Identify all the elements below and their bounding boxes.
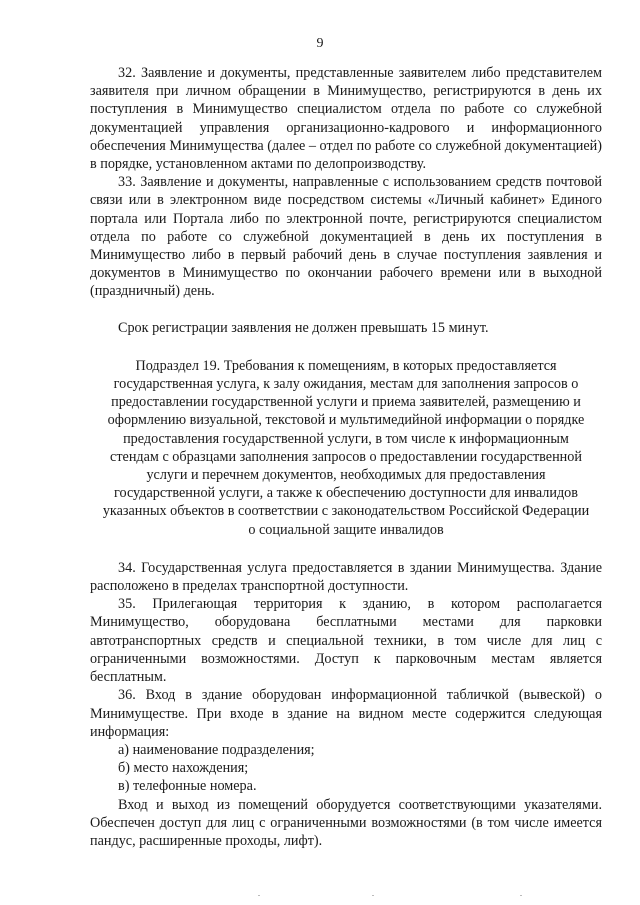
list-item: а) наименование подразделения;	[118, 741, 315, 758]
paragraph-35: 35. Прилегающая территория к зданию, в котором располагается Минимущество, оборудована бесплатными местами для парковки автотранспортных средств и специальной техники, в том числе для лиц с ограниченными возможностями. Доступ к парковочным местам является бесплатным.	[90, 596, 602, 686]
spacer	[90, 337, 602, 357]
subsection-19-heading: Подраздел 19. Требования к помещениям, в которых предоставляется государственная услуга, к залу ожидания, местам для заполнения запросов о предоставлении государственной услуги и приема заявителей, размещению и оформлению визуальной, текстовой и мультимедийной информации о порядке предоставления государственной услуги, в том числе к информационным стендам с образцами заполнения запросов о предоставлении государственной услуги и перечнем документов, необходимых для предоставления государственной услуги, а также к обеспечению доступности для инвалидов указанных объектов в соответствии с законодательством Российской Федерации о социальной защите инвалидов	[102, 357, 590, 538]
document-body	[90, 64, 602, 850]
spacer	[90, 301, 602, 319]
page-number: 9	[316, 36, 324, 51]
list-item: в) телефонные номера.	[118, 778, 257, 795]
paragraph-36: 36. Вход в здание оборудован информационной табличкой (вывеской) о Минимуществе. При входе в здание на видном месте содержится следующая информация:	[90, 687, 602, 740]
scan-artifacts	[0, 895, 640, 899]
closing-paragraph: Вход и выход из помещений оборудуется соответствующими указателями. Обеспечен доступ для лиц с ограниченными возможностями (в том числе имеется пандус, расширенные проходы, лифт).	[90, 796, 602, 849]
paragraph-33: 33. Заявление и документы, направленные с использованием средств почтовой связи или в электронном виде посредством системы «Личный кабинет» Единого портала или Портала либо по электронной почте, регистрируются специалистом отдела по работе со служебной документацией в день их поступления в Минимущество либо в первый рабочий день в случае поступления заявления и документов в Минимущество по окончании рабочего времени или в выходной (праздничный) день.	[90, 174, 602, 300]
paragraph-34: 34. Государственная услуга предоставляется в здании Минимущества. Здание расположено в пределах транспортной доступности.	[90, 559, 602, 595]
paragraph-32: 32. Заявление и документы, представленные заявителем либо представителем заявителя при личном обращении в Минимущество, регистрируются в день их поступления в Минимущество специалистом отдела по работе со служебной документацией управления организационно-кадрового и информационного обеспечения Минимущества (далее – отдел по работе со служебной документацией) в порядке, установленном актами по делопроизводству.	[90, 65, 602, 173]
list-item: б) место нахождения;	[118, 760, 249, 777]
spacer	[90, 539, 602, 559]
registration-time-note: Срок регистрации заявления не должен превышать 15 минут.	[118, 319, 489, 336]
